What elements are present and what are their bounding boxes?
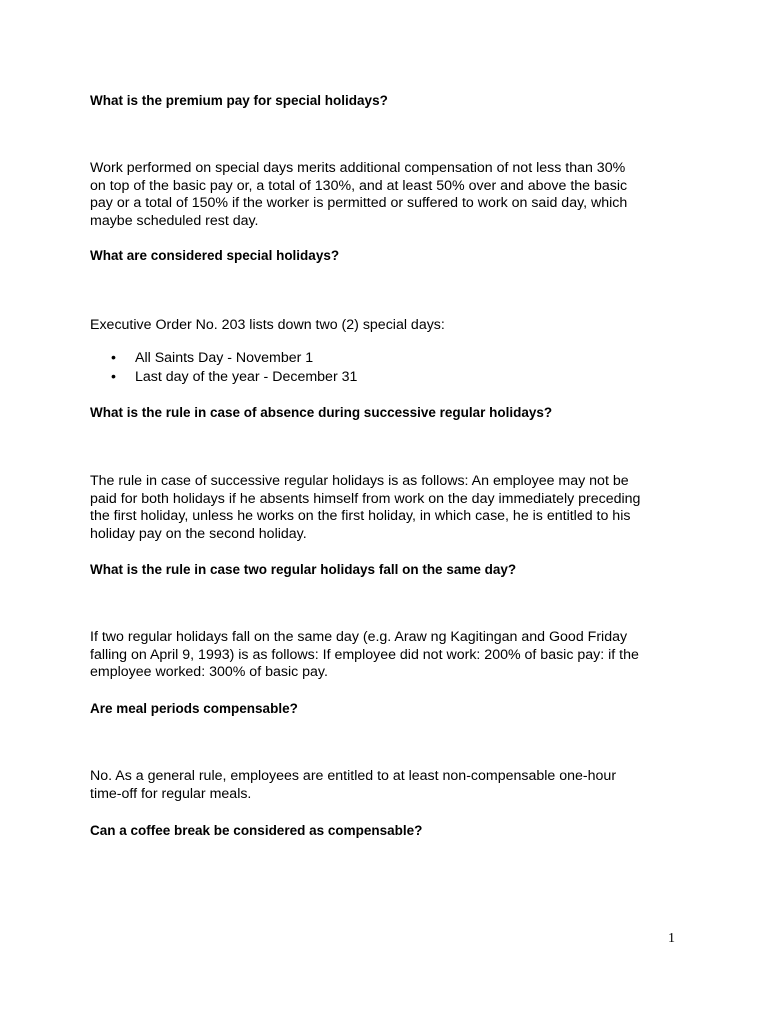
text-line: No. As a general rule, employees are entitled to at least non-compensable one-hour: [90, 768, 617, 784]
text-line: time-off for regular meals.: [90, 785, 252, 802]
answer-paragraph: [90, 473, 686, 543]
special-days-list: [90, 349, 357, 387]
text-line: If two regular holidays fall on the same day (e.g. Araw ng Kagitingan and Good Friday: [90, 629, 628, 645]
question-heading: What is the rule in case two regular holidays fall on the same day?: [90, 562, 517, 577]
answer-paragraph: [90, 768, 686, 803]
question-heading: What is the premium pay for special holidays?: [90, 93, 388, 108]
question-heading: Can a coffee break be considered as compensable?: [90, 823, 423, 838]
question-heading: What are considered special holidays?: [90, 248, 340, 263]
answer-paragraph: [90, 317, 686, 335]
list-item-text: All Saints Day - November 1: [135, 350, 314, 366]
text-line: maybe scheduled rest day.: [90, 212, 259, 229]
text-line: on top of the basic pay or, a total of 130%, and at least 50% over and above the basic: [90, 177, 628, 194]
bullet-icon: •: [111, 369, 116, 385]
answer-paragraph: [90, 629, 686, 682]
question-heading: What is the rule in case of absence during successive regular holidays?: [90, 405, 553, 420]
list-item: [90, 368, 357, 387]
page-number: 1: [668, 931, 675, 946]
text-line: falling on April 9, 1993) is as follows: If employee did not work: 200% of basic pay: if the: [90, 646, 639, 663]
text-line: pay or a total of 150% if the worker is permitted or suffered to work on said day, which: [90, 195, 628, 211]
text-line: Work performed on special days merits additional compensation of not less than 30%: [90, 160, 626, 176]
list-item-text: Last day of the year - December 31: [135, 369, 358, 385]
text-line: Executive Order No. 203 lists down two (2) special days:: [90, 317, 445, 333]
list-item: [90, 349, 357, 368]
text-line: employee worked: 300% of basic pay.: [90, 664, 328, 680]
answer-paragraph: [90, 160, 686, 230]
text-line: holiday pay on the second holiday.: [90, 525, 307, 542]
bullet-icon: •: [111, 350, 116, 366]
text-line: The rule in case of successive regular holidays is as follows: An employee may not be: [90, 473, 629, 489]
text-line: paid for both holidays if he absents himself from work on the day immediately preceding: [90, 490, 641, 507]
question-heading: Are meal periods compensable?: [90, 701, 298, 716]
text-line: the first holiday, unless he works on the first holiday, in which case, he is entitled to his: [90, 508, 631, 524]
